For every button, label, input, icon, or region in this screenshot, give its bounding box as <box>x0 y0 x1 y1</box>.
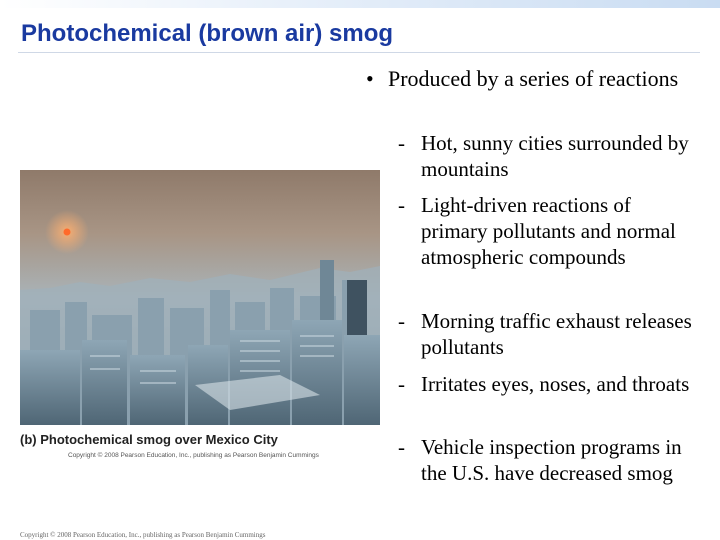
bullet-marker: • <box>366 66 374 91</box>
sub-bullet-marker: - <box>398 309 405 333</box>
sub-bullet-text: Hot, sunny cities surrounded by mountains <box>421 131 689 181</box>
sub-bullet-text: Morning traffic exhaust releases pollutants <box>421 309 692 359</box>
title-divider <box>18 52 700 53</box>
sub-bullet-marker: - <box>398 193 405 217</box>
sub-bullet-traffic-exhaust <box>398 308 698 360</box>
smog-photo <box>20 170 380 425</box>
sub-bullet-marker: - <box>398 435 405 459</box>
figure-credit: Copyright © 2008 Pearson Education, Inc., publishing as Pearson Benjamin Cummings <box>68 452 319 459</box>
main-bullet-text: Produced by a series of reactions <box>388 66 679 91</box>
sub-bullet-marker: - <box>398 372 405 396</box>
figure-caption: (b) Photochemical smog over Mexico City <box>20 432 278 447</box>
footer-copyright: Copyright © 2008 Pearson Education, Inc., publishing as Pearson Benjamin Cummings <box>20 531 266 539</box>
sub-bullet-text: Vehicle inspection programs in the U.S. have decreased smog <box>421 435 682 485</box>
sub-bullet-marker: - <box>398 131 405 155</box>
main-bullet <box>366 66 696 92</box>
top-decor-bar <box>0 0 720 8</box>
sub-bullet-text: Light-driven reactions of primary pollutants and normal atmospheric compounds <box>421 193 676 269</box>
sub-bullet-light-reactions <box>398 192 698 270</box>
sub-bullet-vehicle-inspection <box>398 434 698 486</box>
sub-bullet-hot-cities <box>398 130 698 182</box>
sub-bullet-irritates <box>398 371 698 397</box>
slide-title: Photochemical (brown air) smog <box>21 20 394 47</box>
sub-bullet-text: Irritates eyes, noses, and throats <box>421 372 690 396</box>
